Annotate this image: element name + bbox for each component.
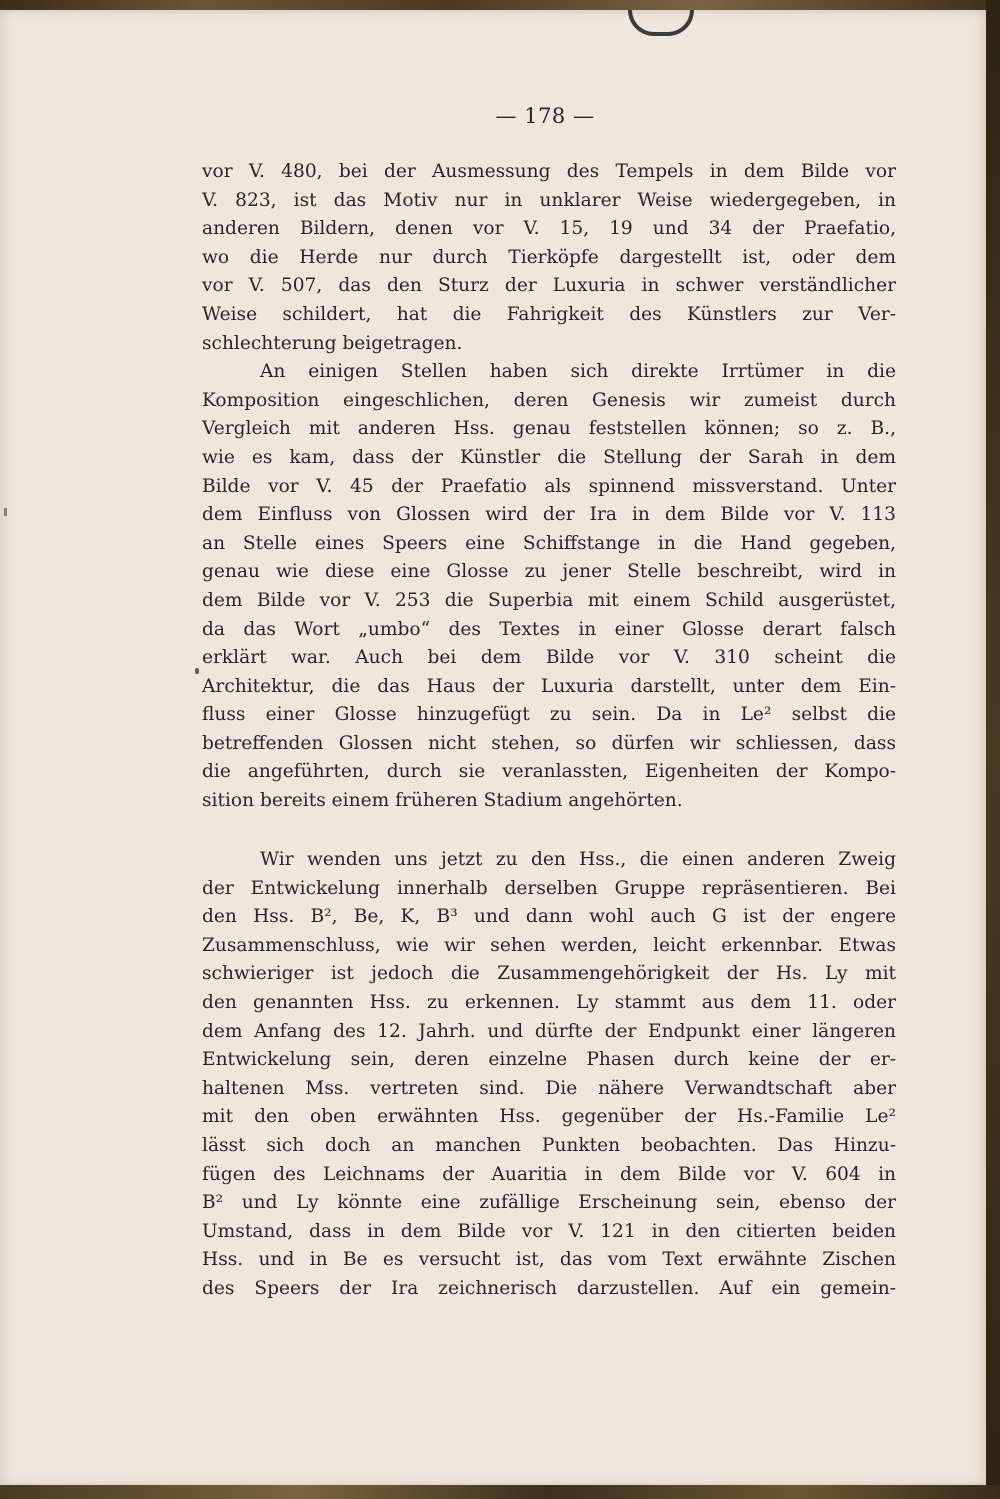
text-line: Umstand, dass in dem Bilde vor V. 121 in den citierten beiden (202, 1220, 896, 1242)
text-line: schwieriger ist jedoch die Zusammengehörigkeit der Hs. Ly mit (202, 963, 896, 985)
text-line: An einigen Stellen haben sich direkte Irrtümer in die (260, 361, 896, 383)
text-line: B² und Ly könnte eine zufällige Erscheinung sein, ebenso der (202, 1192, 896, 1214)
text-line: da das Wort „umbo“ des Textes in einer Glosse derart falsch (202, 618, 896, 640)
text-line: dem Anfang des 12. Jahrh. und dürfte der Endpunkt einer längeren (202, 1020, 896, 1042)
ink-mark (195, 668, 199, 674)
text-line: vor V. 480, bei der Ausmessung des Tempels in dem Bilde vor (202, 161, 896, 182)
text-line: dem Einfluss von Glossen wird der Ira in dem Bilde vor V. 113 (202, 504, 896, 526)
text-line: Wir wenden uns jetzt zu den Hss., die einen anderen Zweig (260, 849, 896, 870)
text-block-upper (202, 158, 896, 816)
page-number: — 178 — (495, 104, 595, 128)
text-line: Komposition eingeschlichen, deren Genesis wir zumeist durch (202, 389, 896, 411)
margin-mark (4, 508, 7, 516)
text-line: die angeführten, durch sie veranlassten, Eigenheiten der Kompo- (202, 761, 896, 783)
text-line: Entwickelung sein, deren einzelne Phasen durch keine der er- (202, 1049, 896, 1071)
text-line: wie es kam, dass der Künstler die Stellung der Sarah in dem (202, 446, 896, 468)
text-line: betreffenden Glossen nicht stehen, so dürfen wir schliessen, dass (202, 732, 896, 754)
text-line: den genannten Hss. zu erkennen. Ly stammt aus dem 11. oder (202, 991, 896, 1013)
text-line: Zusammenschluss, wie wir sehen werden, leicht erkennbar. Etwas (202, 934, 896, 956)
text-line: Bilde vor V. 45 der Praefatio als spinnend missverstand. Unter (202, 475, 896, 497)
text-line: schlechterung beigetragen. (202, 332, 463, 354)
text-line: der Entwickelung innerhalb derselben Gruppe repräsentieren. Bei (202, 877, 896, 899)
book-right-edge (986, 0, 1000, 1499)
text-block-lower (202, 846, 896, 1304)
text-line: V. 823, ist das Motiv nur in unklarer Weise wiedergegeben, in (202, 189, 896, 211)
text-line: vor V. 507, das den Sturz der Luxuria in schwer verständlicher (202, 275, 896, 297)
text-line: fügen des Leichnams der Auaritia in dem Bilde vor V. 604 in (202, 1163, 896, 1185)
text-line: sition bereits einem früheren Stadium angehörten. (202, 790, 683, 812)
text-line: genau wie diese eine Glosse zu jener Stelle beschreibt, wird in (202, 561, 896, 583)
text-line: lässt sich doch an manchen Punkten beobachten. Das Hinzu- (202, 1134, 896, 1156)
text-line: wo die Herde nur durch Tierköpfe dargestellt ist, oder dem (202, 246, 896, 268)
text-line: mit den oben erwähnten Hss. gegenüber der Hs.-Familie Le² (202, 1106, 896, 1128)
text-line: Architektur, die das Haus der Luxuria darstellt, unter dem Ein- (202, 675, 896, 697)
text-line: haltenen Mss. vertreten sind. Die nähere Verwandtschaft aber (202, 1077, 896, 1099)
text-line: Vergleich mit anderen Hss. genau feststellen können; so z. B., (202, 418, 896, 440)
text-line: den Hss. B², Be, K, B³ und dann wohl auch G ist der engere (202, 906, 896, 928)
text-line: dem Bilde vor V. 253 die Superbia mit einem Schild ausgerüstet, (202, 589, 896, 611)
page-clip-mark (628, 10, 694, 36)
text-line: an Stelle eines Speers eine Schiffstange in die Hand gegeben, (202, 532, 896, 554)
text-line: erklärt war. Auch bei dem Bilde vor V. 310 scheint die (202, 647, 896, 669)
book-bottom-edge (0, 1485, 1000, 1499)
text-line: Hss. und in Be es versucht ist, das vom Text erwähnte Zischen (202, 1249, 896, 1271)
text-line: anderen Bildern, denen vor V. 15, 19 und 34 der Praefatio, (202, 218, 896, 240)
text-line: Weise schildert, hat die Fahrigkeit des Künstlers zur Ver- (202, 303, 896, 325)
paragraph (202, 158, 896, 358)
paragraph (202, 846, 896, 1304)
paragraph (202, 358, 896, 816)
text-line: des Speers der Ira zeichnerisch darzustellen. Auf ein gemein- (202, 1277, 896, 1299)
text-line: fluss einer Glosse hinzugefügt zu sein. Da in Le² selbst die (202, 704, 896, 726)
